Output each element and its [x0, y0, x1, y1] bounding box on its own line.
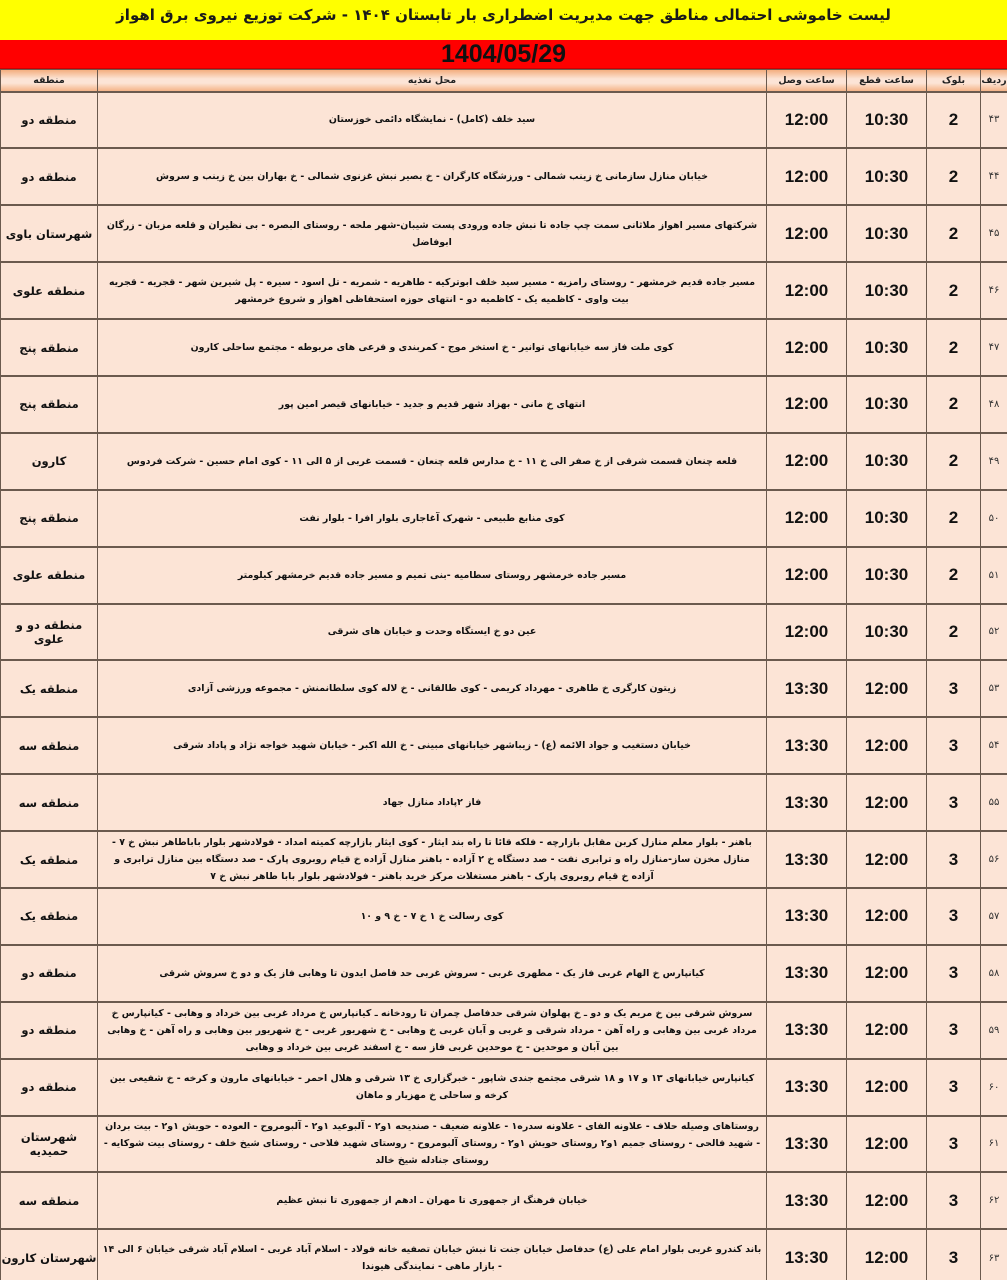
cut-time-cell: 10:30 — [847, 319, 927, 376]
connect-time-cell: 13:30 — [767, 945, 847, 1002]
table-row — [1, 1172, 1007, 1229]
area-name-cell: منطقه دو — [1, 92, 98, 149]
cut-time-cell: 10:30 — [847, 376, 927, 433]
connect-time-cell: 12:00 — [767, 205, 847, 262]
block-number-cell: 3 — [927, 945, 981, 1002]
connect-time-cell: 13:30 — [767, 1059, 847, 1116]
block-number-cell: 3 — [927, 660, 981, 717]
table-row — [1, 1059, 1007, 1116]
row-number-cell: ۶۳ — [981, 1229, 1007, 1280]
feeder-location-cell: قلعه چنعان قسمت شرقی از خ صفر الی خ ۱۱ - خ مدارس قلعه چنعان - قسمت غربی از ۵ الی ۱۱ - کوی امام حسین - شرکت فردوس — [98, 433, 767, 490]
area-name-cell: منطقه یک — [1, 660, 98, 717]
cut-time-cell: 12:00 — [847, 1116, 927, 1173]
area-name-cell: منطقه پنج — [1, 490, 98, 547]
column-header-block: بلوک — [927, 70, 981, 92]
area-name-cell: منطقه علوی — [1, 262, 98, 319]
row-number-cell: ۵۵ — [981, 774, 1007, 831]
row-number-cell: ۵۷ — [981, 888, 1007, 945]
row-number-cell: ۵۰ — [981, 490, 1007, 547]
connect-time-cell: 13:30 — [767, 660, 847, 717]
feeder-location-cell: سروش شرقی بین خ مریم یک و دو ـ خ پهلوان شرقی حدفاصل چمران تا رودخانه ـ کیانپارس خ مرداد غربی بین خرداد و وهابی - کیانپارس خ مرداد غربی بین وهابی و راه آهن - مرداد شرقی و غربی و آبان غربی خ وهابی - خ شهریور غربی - خ شهریور بین وهابی و راه آهن - خ وهابی بین آبان و موحدین - خ موحدین غربی فاز سه - خ اسفند غربی بین خرداد و وهابی — [98, 1002, 767, 1059]
feeder-location-cell: مسیر جاده قدیم خرمشهر - روستای رامزیه - مسیر سید خلف ابوترکیه - طاهریه - شمریه - تل اسود - سیره - پل شیرین شهر - قجریه - قجریه بیت واوی - کاظمیه یک - کاظمیه دو - انتهای حوزه استحفاظی اهواز و شروع خرمشهر — [98, 262, 767, 319]
area-name-cell: منطقه سه — [1, 774, 98, 831]
connect-time-cell: 13:30 — [767, 1172, 847, 1229]
cut-time-cell: 12:00 — [847, 1002, 927, 1059]
area-name-cell: منطقه دو — [1, 148, 98, 205]
feeder-location-cell: کیانپارس خ الهام غربی فاز یک - مطهری غربی - سروش غربی حد فاصل ایدون تا وهابی فاز یک و دو خ سروش شرقی — [98, 945, 767, 1002]
block-number-cell: 2 — [927, 319, 981, 376]
row-number-cell: ۵۹ — [981, 1002, 1007, 1059]
connect-time-cell: 13:30 — [767, 1229, 847, 1280]
column-header-location: محل تغذیه — [98, 70, 767, 92]
connect-time-cell: 12:00 — [767, 376, 847, 433]
block-number-cell: 3 — [927, 1059, 981, 1116]
document-title: لیست خاموشی احتمالی مناطق جهت مدیریت اضطراری بار تابستان ۱۴۰۴ - شرکت توزیع نیروی برق اهواز — [116, 6, 891, 24]
row-number-cell: ۶۰ — [981, 1059, 1007, 1116]
feeder-location-cell: باند کندرو غربی بلوار امام علی (ع) حدفاصل خیابان جنت تا نبش خیابان تصفیه خانه فولاد - اسلام آباد غربی - اسلام آباد شرقی خیابان ۶ الی ۱۴ - بازار ماهی - نمایندگی هیوندا — [98, 1229, 767, 1280]
feeder-location-cell: خیابان منازل سازمانی خ زینب شمالی - ورزشگاه کارگران - خ بصیر نبش غزنوی شمالی - خ بهاران بین خ زینب و سروش — [98, 148, 767, 205]
cut-time-cell: 12:00 — [847, 1172, 927, 1229]
connect-time-cell: 13:30 — [767, 888, 847, 945]
cut-time-cell: 12:00 — [847, 831, 927, 888]
row-number-cell: ۶۲ — [981, 1172, 1007, 1229]
area-name-cell: منطقه پنج — [1, 319, 98, 376]
table-row — [1, 92, 1007, 149]
block-number-cell: 2 — [927, 262, 981, 319]
connect-time-cell: 13:30 — [767, 1116, 847, 1173]
cut-time-cell: 10:30 — [847, 433, 927, 490]
area-name-cell: منطقه دو — [1, 1059, 98, 1116]
row-number-cell: ۴۴ — [981, 148, 1007, 205]
block-number-cell: 3 — [927, 1172, 981, 1229]
cut-time-cell: 12:00 — [847, 1229, 927, 1280]
column-header-row-number: ردیف — [981, 70, 1007, 92]
row-number-cell: ۵۲ — [981, 604, 1007, 661]
table-row — [1, 205, 1007, 262]
block-number-cell: 2 — [927, 205, 981, 262]
block-number-cell: 2 — [927, 433, 981, 490]
block-number-cell: 3 — [927, 717, 981, 774]
table-row — [1, 376, 1007, 433]
date-banner — [0, 40, 1007, 69]
row-number-cell: ۵۸ — [981, 945, 1007, 1002]
cut-time-cell: 10:30 — [847, 92, 927, 149]
connect-time-cell: 12:00 — [767, 148, 847, 205]
block-number-cell: 3 — [927, 1229, 981, 1280]
cut-time-cell: 12:00 — [847, 774, 927, 831]
connect-time-cell: 13:30 — [767, 831, 847, 888]
row-number-cell: ۴۶ — [981, 262, 1007, 319]
connect-time-cell: 13:30 — [767, 774, 847, 831]
feeder-location-cell: کوی رسالت خ ۱ خ ۷ - خ ۹ و ۱۰ — [98, 888, 767, 945]
cut-time-cell: 12:00 — [847, 660, 927, 717]
table-row — [1, 660, 1007, 717]
area-name-cell: شهرستان حمیدیه — [1, 1116, 98, 1173]
feeder-location-cell: انتهای خ مانی - بهزاد شهر قدیم و جدید - خیابانهای قیصر امین پور — [98, 376, 767, 433]
cut-time-cell: 12:00 — [847, 1059, 927, 1116]
feeder-location-cell: فاز ۲پاداد منازل جهاد — [98, 774, 767, 831]
cut-time-cell: 12:00 — [847, 717, 927, 774]
cut-time-cell: 10:30 — [847, 262, 927, 319]
schedule-date: 1404/05/29 — [440, 39, 567, 68]
block-number-cell: 2 — [927, 148, 981, 205]
row-number-cell: ۴۸ — [981, 376, 1007, 433]
area-name-cell: شهرستان کارون — [1, 1229, 98, 1280]
cut-time-cell: 10:30 — [847, 148, 927, 205]
table-row — [1, 433, 1007, 490]
connect-time-cell: 12:00 — [767, 319, 847, 376]
row-number-cell: ۴۷ — [981, 319, 1007, 376]
table-row — [1, 1116, 1007, 1173]
table-row — [1, 888, 1007, 945]
feeder-location-cell: زیتون کارگری خ طاهری - مهرداد کریمی - کوی طالقانی - خ لاله کوی سلطانمنش - مجموعه ورزشی آزادی — [98, 660, 767, 717]
row-number-cell: ۵۱ — [981, 547, 1007, 604]
table-row — [1, 604, 1007, 661]
block-number-cell: 2 — [927, 490, 981, 547]
block-number-cell: 3 — [927, 888, 981, 945]
block-number-cell: 3 — [927, 1002, 981, 1059]
table-row — [1, 717, 1007, 774]
table-row — [1, 148, 1007, 205]
block-number-cell: 2 — [927, 376, 981, 433]
block-number-cell: 2 — [927, 604, 981, 661]
block-number-cell: 3 — [927, 774, 981, 831]
table-row — [1, 831, 1007, 888]
area-name-cell: منطقه سه — [1, 717, 98, 774]
feeder-location-cell: سید خلف (کامل) - نمایشگاه دائمی خوزستان — [98, 92, 767, 149]
cut-time-cell: 10:30 — [847, 490, 927, 547]
cut-time-cell: 10:30 — [847, 604, 927, 661]
row-number-cell: ۴۳ — [981, 92, 1007, 149]
area-name-cell: شهرستان باوی — [1, 205, 98, 262]
row-number-cell: ۵۳ — [981, 660, 1007, 717]
area-name-cell: منطقه دو و علوی — [1, 604, 98, 661]
connect-time-cell: 12:00 — [767, 433, 847, 490]
cut-time-cell: 12:00 — [847, 945, 927, 1002]
block-number-cell: 2 — [927, 92, 981, 149]
feeder-location-cell: خیابان فرهنگ از جمهوری تا مهران ـ ادهم از جمهوری تا نبش عظیم — [98, 1172, 767, 1229]
feeder-location-cell: خیابان دستغیب و جواد الائمه (ع) - زیباشهر خیابانهای مبینی - خ الله اکبر - خیابان شهید خواجه نژاد و پاداد شرقی — [98, 717, 767, 774]
outage-schedule-table — [0, 69, 1007, 1280]
connect-time-cell: 12:00 — [767, 604, 847, 661]
connect-time-cell: 13:30 — [767, 717, 847, 774]
feeder-location-cell: کوی منابع طبیعی - شهرک آغاجاری بلوار افرا - بلوار نفت — [98, 490, 767, 547]
column-header-area: منطقه — [1, 70, 98, 92]
table-row — [1, 945, 1007, 1002]
table-row — [1, 1002, 1007, 1059]
connect-time-cell: 12:00 — [767, 262, 847, 319]
feeder-location-cell: باهنر - بلوار معلم منازل کربن مقابل بازارچه - فلکه قائا تا راه بند ایثار - کوی ایثار بازارچه کمیته امداد - فولادشهر بلوار باباطاهر نبش خ ۷ - منازل مخزن ساز-منازل راه و ترابری نفت - صد دستگاه خ ۲ آزاده - باهنر منازل آزاده خ قیام روبروی پارک - صد دستگاه بین منازل ترابری و آزاده خ قیام روبروی پارک - باهنر مستغلات مرکز خرید باهنر - فولادشهر بلوار بابا طاهر نبش خ ۷ — [98, 831, 767, 888]
area-name-cell: منطقه یک — [1, 831, 98, 888]
table-row — [1, 490, 1007, 547]
block-number-cell: 3 — [927, 831, 981, 888]
table-header-row — [1, 70, 1007, 92]
row-number-cell: ۵۶ — [981, 831, 1007, 888]
cut-time-cell: 10:30 — [847, 547, 927, 604]
area-name-cell: منطقه علوی — [1, 547, 98, 604]
feeder-location-cell: کوی ملت فاز سه خیابانهای توانیر - خ استخر موج - کمربندی و فرعی های مربوطه - مجتمع ساحلی کارون — [98, 319, 767, 376]
row-number-cell: ۵۴ — [981, 717, 1007, 774]
connect-time-cell: 12:00 — [767, 547, 847, 604]
table-row — [1, 774, 1007, 831]
feeder-location-cell: عین دو خ ایستگاه وحدت و خیابان های شرقی — [98, 604, 767, 661]
feeder-location-cell: کیانپارس خیابانهای ۱۳ و ۱۷ و ۱۸ شرقی مجتمع جندی شاپور - خبرگزاری خ ۱۳ شرقی و هلال احمر - خیابانهای مارون و کرخه - خ شفیعی بین کرخه و ساحلی خ مهزیار و ماهان — [98, 1059, 767, 1116]
feeder-location-cell: شرکتهای مسیر اهواز ملاثانی سمت چپ جاده تا نبش جاده ورودی پست شیبان-شهر ملحه - روستای البصره - بی نظیران و قلعه مزبان - زرگان ابوفاضل — [98, 205, 767, 262]
area-name-cell: منطقه دو — [1, 945, 98, 1002]
area-name-cell: منطقه سه — [1, 1172, 98, 1229]
feeder-location-cell: روستاهای وصیله حلاف - علاونه الفای - علاونه سدره۱ - علاونه ضعیف - صندیحه ۱و۲ - آلبوعید ۱و۲ - آلبومروح - العوده - حویش ۱و۲ - بیت بردان - شهید فالحی - روستای جمیم ۱و۲ روستای حویش ۱و۲ - روستای آلبومروح - روستای شهید فلاحی - روستای شیخ خلف - روستای بیت شوکایه - روستای جنادله شیخ خالد — [98, 1116, 767, 1173]
block-number-cell: 3 — [927, 1116, 981, 1173]
document-title-bar — [0, 0, 1007, 40]
area-name-cell: منطقه دو — [1, 1002, 98, 1059]
area-name-cell: منطقه پنج — [1, 376, 98, 433]
area-name-cell: کارون — [1, 433, 98, 490]
connect-time-cell: 13:30 — [767, 1002, 847, 1059]
table-row — [1, 547, 1007, 604]
block-number-cell: 2 — [927, 547, 981, 604]
cut-time-cell: 12:00 — [847, 888, 927, 945]
row-number-cell: ۴۵ — [981, 205, 1007, 262]
connect-time-cell: 12:00 — [767, 490, 847, 547]
row-number-cell: ۶۱ — [981, 1116, 1007, 1173]
table-row — [1, 262, 1007, 319]
connect-time-cell: 12:00 — [767, 92, 847, 149]
table-row — [1, 319, 1007, 376]
area-name-cell: منطقه یک — [1, 888, 98, 945]
column-header-connect-time: ساعت وصل — [767, 70, 847, 92]
table-row — [1, 1229, 1007, 1280]
cut-time-cell: 10:30 — [847, 205, 927, 262]
feeder-location-cell: مسیر جاده خرمشهر روستای سطامیه -بنی تمیم و مسیر جاده قدیم خرمشهر کیلومتر — [98, 547, 767, 604]
column-header-cut-time: ساعت قطع — [847, 70, 927, 92]
row-number-cell: ۴۹ — [981, 433, 1007, 490]
